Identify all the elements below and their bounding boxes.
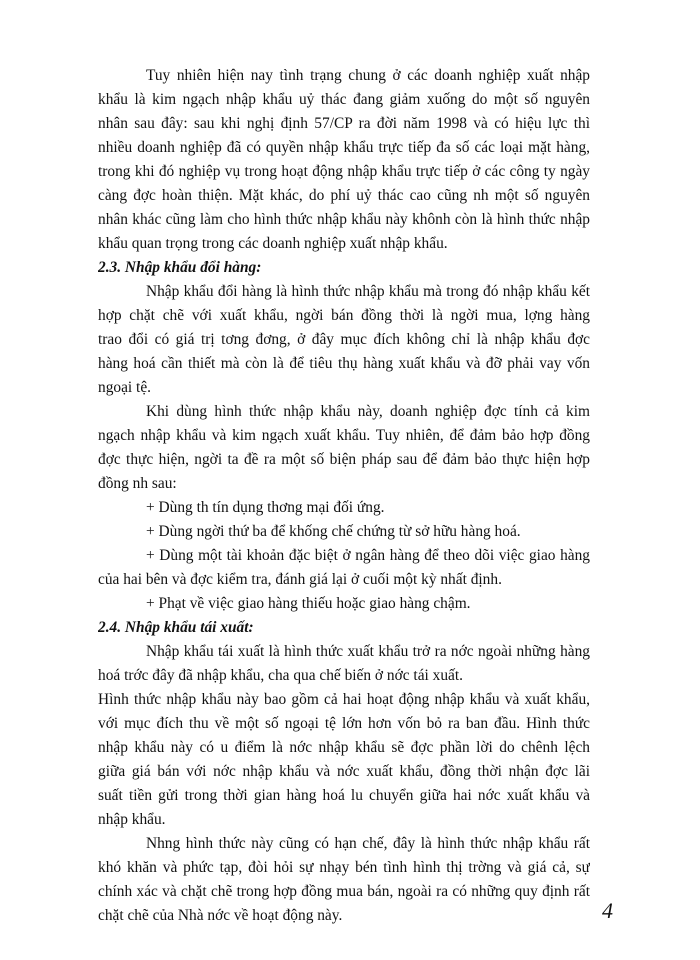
text-line: hoá trớc đây đã nhập khẩu, cha qua chế biến ở nớc tái xuất. <box>98 667 464 684</box>
text-line: Nhập khẩu tái xuất là hình thức xuất khẩu trở ra nớc ngoài những hàng <box>146 643 590 660</box>
text-line: khó khăn và phức tạp, đòi hỏi sự nhạy bén tình hình thị trờng và giá cả, sự <box>98 859 590 876</box>
text-line: Hình thức nhập khẩu này bao gồm cả hai hoạt động nhập khẩu và xuất khẩu, <box>98 691 590 708</box>
text-line: chặt chẽ của Nhà nớc về hoạt động này. <box>98 907 343 924</box>
page-number: 4 <box>602 898 613 923</box>
text-line: Khi dùng hình thức nhập khẩu này, doanh nghiệp đợc tính cả kim <box>146 403 590 420</box>
text-line: đợc thực hiện, ngời ta đề ra một số biện pháp sau để đảm bảo thực hiện hợp <box>98 451 590 468</box>
text-line: khẩu quan trọng trong các doanh nghiệp xuất nhập khẩu. <box>98 235 448 252</box>
text-line: với mục đích thu về một số ngoại tệ lớn hơn vốn bỏ ra ban đầu. Hình thức <box>98 715 590 732</box>
text-line: đồng nh sau: <box>98 475 177 492</box>
list-item: + Phạt về việc giao hàng thiếu hoặc giao hàng chậm. <box>146 595 471 612</box>
text-line: ngạch nhập khẩu và kim ngạch xuất khẩu. Tuy nhiên, để đảm bảo hợp đồng <box>98 427 590 444</box>
text-line: nhập khẩu. <box>98 811 166 828</box>
text-line: suất tiền gửi trong thời gian hàng hoá lu chuyển giữa hai nớc xuất khẩu và <box>98 787 590 804</box>
text-line: hàng hoá cần thiết mà còn là để tiêu thụ hàng xuất khẩu và đỡ phải vay vốn <box>98 355 590 372</box>
text-line: Nhng hình thức này cũng có hạn chế, đây là hình thức nhập khẩu rất <box>146 835 590 852</box>
text-line: trong khi đó nghiệp vụ trong hoạt động nhập khẩu trực tiếp ở các công ty ngày <box>98 163 590 180</box>
section-heading-2-4: 2.4. Nhập khẩu tái xuất: <box>98 619 254 636</box>
list-item: + Dùng th tín dụng thơng mại đối ứng. <box>146 499 385 516</box>
text-line: Nhập khẩu đổi hàng là hình thức nhập khẩu mà trong đó nhập khẩu kết <box>146 283 590 300</box>
list-item: + Dùng một tài khoản đặc biệt ở ngân hàng để theo dõi việc giao hàng <box>146 547 590 564</box>
text-line: trao đổi có giá trị tơng đơng, ở đây mục đích không chỉ là nhập khẩu đợc <box>98 331 590 348</box>
section-heading-2-3: 2.3. Nhập khẩu đổi hàng: <box>98 259 262 276</box>
text-line: ngoại tệ. <box>98 379 151 396</box>
list-item: + Dùng ngời thứ ba để khống chế chứng từ sở hữu hàng hoá. <box>146 523 521 540</box>
text-line: nhân sau đây: sau khi nghị định 57/CP ra đời năm 1998 và có hiệu lực thì <box>98 115 590 132</box>
text-line: của hai bên và đợc kiểm tra, đánh giá lại ở cuối một kỳ nhất định. <box>98 571 502 588</box>
text-line: nhiều doanh nghiệp đã có quyền nhập khẩu trực tiếp đa số các loại mặt hàng, <box>98 139 590 156</box>
text-line: Tuy nhiên hiện nay tình trạng chung ở các doanh nghiệp xuất nhập <box>146 67 590 84</box>
text-line: hợp chặt chẽ với xuất khẩu, ngời bán đồng thời là ngời mua, lợng hàng <box>98 307 590 324</box>
text-line: giữa giá bán với nớc nhập khẩu và nớc xuất khẩu, đồng thời nhận đợc lãi <box>98 763 590 780</box>
text-line: nhập khẩu này có u điểm là nớc nhập khẩu sẽ đợc phần lời do chênh lệch <box>98 739 590 756</box>
text-line: khẩu là kim ngạch nhập khẩu uỷ thác đang giảm xuống do một số nguyên <box>98 91 590 108</box>
text-line: nhân khác cũng làm cho hình thức nhập khẩu này khônh còn là hình thức nhập <box>98 211 590 228</box>
text-line: chính xác và chặt chẽ trong hợp đồng mua bán, ngoài ra có những quy định rất <box>98 883 590 900</box>
text-line: càng đợc hoàn thiện. Mặt khác, do phí uỷ thác cao cũng nh một số nguyên <box>98 187 590 204</box>
